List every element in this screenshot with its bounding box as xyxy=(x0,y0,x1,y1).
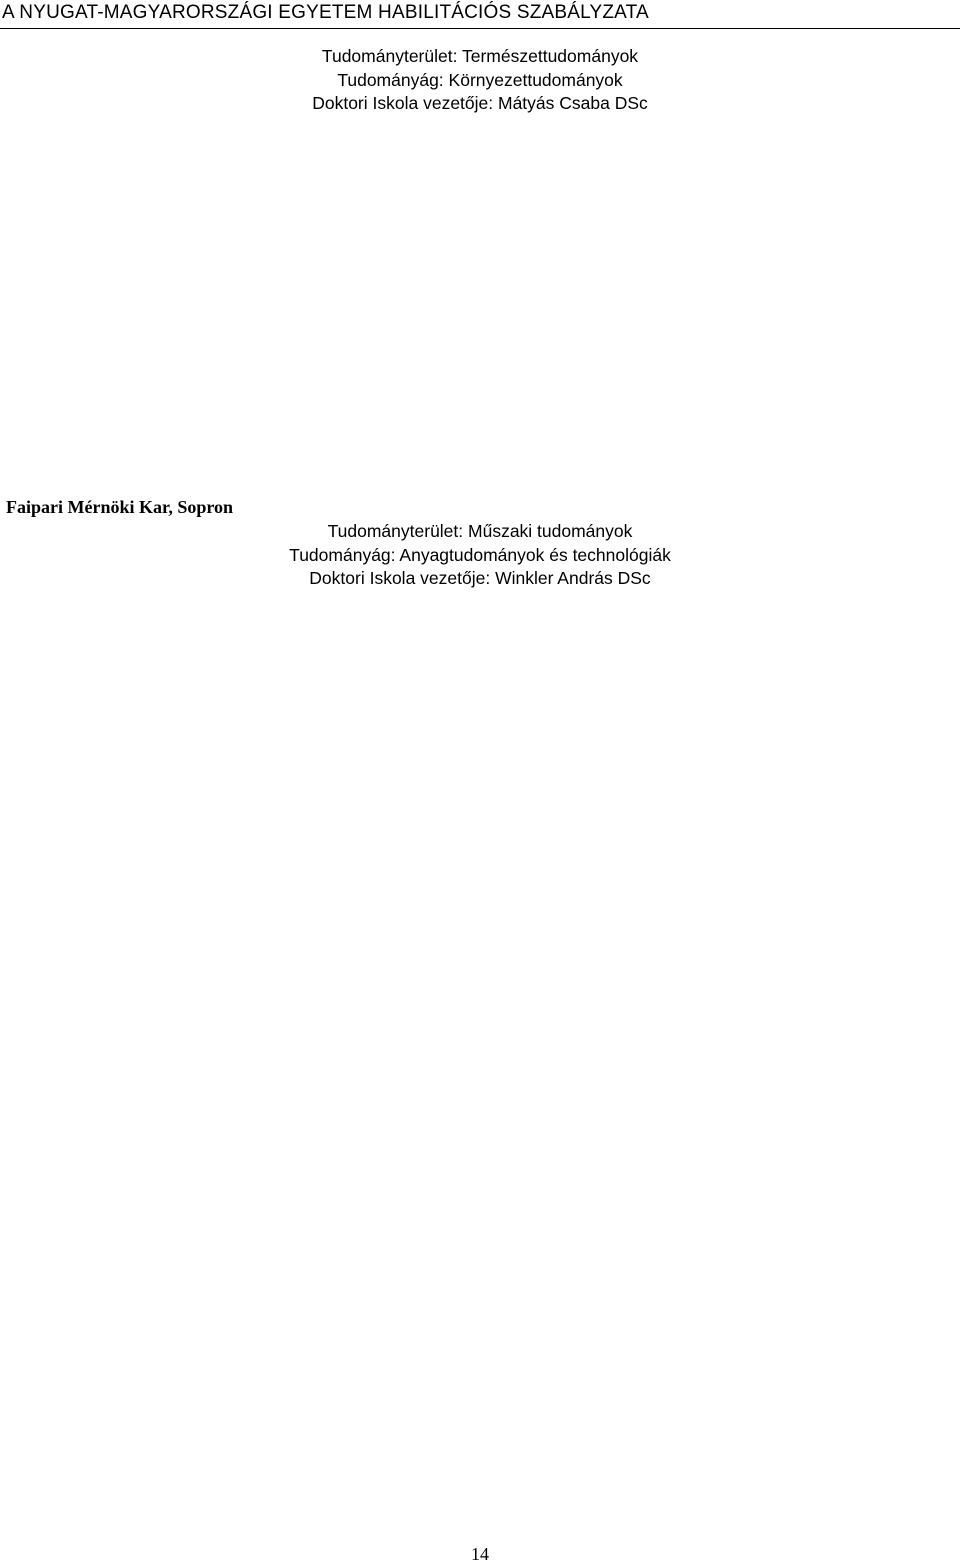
header-title: A NYUGAT-MAGYARORSZÁGI EGYETEM HABILITÁCIÓS SZABÁLYZATA xyxy=(2,2,649,23)
page-number: 14 xyxy=(471,1544,489,1564)
section1-discipline: Tudományág: Környezettudományok xyxy=(337,69,623,90)
document-header xyxy=(0,0,960,29)
section2-discipline: Tudományág: Anyagtudományok és technológiák xyxy=(289,544,671,565)
section1-info xyxy=(0,45,960,116)
section2-head: Doktori Iskola vezetője: Winkler András DSc xyxy=(309,568,651,588)
section2-field: Tudományterület: Műszaki tudományok xyxy=(327,521,633,541)
section1-field: Tudományterület: Természettudományok xyxy=(321,46,639,66)
section1-head: Doktori Iskola vezetője: Mátyás Csaba DSc xyxy=(312,93,648,113)
faculty-heading: Faipari Mérnöki Kar, Sopron xyxy=(6,497,234,517)
section2-info xyxy=(0,520,960,591)
